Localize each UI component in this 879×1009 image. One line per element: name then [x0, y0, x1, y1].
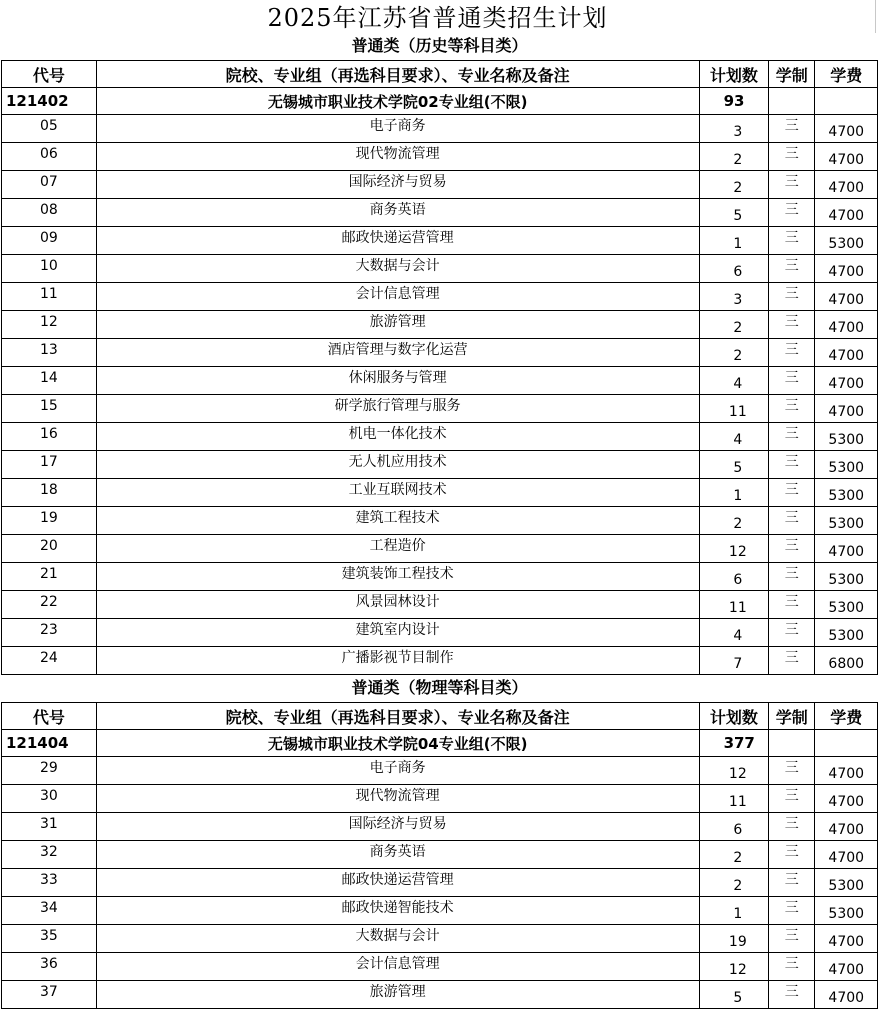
group-fee	[815, 88, 878, 115]
major-fee: 5300	[815, 563, 878, 591]
major-fee: 5300	[815, 423, 878, 451]
major-name: 邮政快递运营管理	[96, 227, 699, 255]
major-fee: 4700	[815, 255, 878, 283]
major-count: 2	[699, 869, 769, 897]
plan-section	[0, 33, 879, 675]
group-row	[2, 88, 878, 115]
sections-container	[0, 33, 879, 1009]
table-header-row	[2, 61, 878, 88]
major-fee: 4700	[815, 535, 878, 563]
major-years: 三	[769, 535, 815, 563]
major-years: 三	[769, 897, 815, 925]
major-years: 三	[769, 647, 815, 675]
major-code: 16	[2, 423, 97, 451]
major-count: 1	[699, 897, 769, 925]
table-row	[2, 647, 878, 675]
major-name: 建筑装饰工程技术	[96, 563, 699, 591]
major-name: 电子商务	[96, 115, 699, 143]
major-fee: 5300	[815, 619, 878, 647]
header-name: 院校、专业组（再选科目要求）、专业名称及备注	[96, 703, 699, 730]
table-row	[2, 925, 878, 953]
table-row	[2, 255, 878, 283]
major-years: 三	[769, 283, 815, 311]
major-name: 酒店管理与数字化运营	[96, 339, 699, 367]
major-years: 三	[769, 785, 815, 813]
major-count: 11	[699, 785, 769, 813]
major-name: 国际经济与贸易	[96, 813, 699, 841]
major-fee: 4700	[815, 981, 878, 1009]
major-count: 2	[699, 507, 769, 535]
table-row	[2, 535, 878, 563]
major-years: 三	[769, 227, 815, 255]
major-name: 工业互联网技术	[96, 479, 699, 507]
major-name: 研学旅行管理与服务	[96, 395, 699, 423]
major-fee: 4700	[815, 199, 878, 227]
major-fee: 4700	[815, 311, 878, 339]
table-row	[2, 897, 878, 925]
major-fee: 5300	[815, 227, 878, 255]
major-code: 35	[2, 925, 97, 953]
major-years: 三	[769, 143, 815, 171]
major-count: 11	[699, 395, 769, 423]
major-count: 2	[699, 311, 769, 339]
header-fee: 学费	[815, 703, 878, 730]
table-row	[2, 115, 878, 143]
major-years: 三	[769, 423, 815, 451]
group-row	[2, 730, 878, 757]
major-name: 现代物流管理	[96, 785, 699, 813]
plan-table	[1, 702, 878, 1009]
table-row	[2, 451, 878, 479]
major-code: 08	[2, 199, 97, 227]
table-row	[2, 619, 878, 647]
major-name: 休闲服务与管理	[96, 367, 699, 395]
major-code: 17	[2, 451, 97, 479]
plan-section	[0, 675, 879, 1009]
major-fee: 4700	[815, 925, 878, 953]
group-count: 377	[699, 730, 769, 757]
major-code: 21	[2, 563, 97, 591]
major-count: 3	[699, 283, 769, 311]
major-count: 12	[699, 535, 769, 563]
table-row	[2, 367, 878, 395]
major-years: 三	[769, 563, 815, 591]
table-row	[2, 953, 878, 981]
major-count: 5	[699, 451, 769, 479]
major-fee: 4700	[815, 171, 878, 199]
major-fee: 4700	[815, 115, 878, 143]
major-count: 4	[699, 423, 769, 451]
major-code: 13	[2, 339, 97, 367]
major-name: 工程造价	[96, 535, 699, 563]
table-header-row	[2, 703, 878, 730]
header-name: 院校、专业组（再选科目要求）、专业名称及备注	[96, 61, 699, 88]
major-code: 37	[2, 981, 97, 1009]
major-code: 29	[2, 757, 97, 785]
plan-table	[1, 60, 878, 675]
major-name: 广播影视节目制作	[96, 647, 699, 675]
major-code: 24	[2, 647, 97, 675]
major-count: 4	[699, 619, 769, 647]
group-name: 无锡城市职业技术学院02专业组(不限)	[96, 88, 699, 115]
major-fee: 5300	[815, 591, 878, 619]
group-years	[769, 730, 815, 757]
major-fee: 4700	[815, 841, 878, 869]
major-code: 34	[2, 897, 97, 925]
major-count: 12	[699, 953, 769, 981]
major-name: 商务英语	[96, 199, 699, 227]
major-count: 1	[699, 227, 769, 255]
table-row	[2, 199, 878, 227]
major-count: 3	[699, 115, 769, 143]
major-name: 现代物流管理	[96, 143, 699, 171]
major-count: 2	[699, 143, 769, 171]
major-code: 19	[2, 507, 97, 535]
major-name: 风景园林设计	[96, 591, 699, 619]
major-years: 三	[769, 199, 815, 227]
header-count: 计划数	[699, 703, 769, 730]
table-row	[2, 339, 878, 367]
header-code: 代号	[2, 61, 97, 88]
major-code: 31	[2, 813, 97, 841]
major-code: 05	[2, 115, 97, 143]
header-fee: 学费	[815, 61, 878, 88]
major-name: 无人机应用技术	[96, 451, 699, 479]
major-years: 三	[769, 311, 815, 339]
major-years: 三	[769, 953, 815, 981]
major-code: 33	[2, 869, 97, 897]
major-count: 12	[699, 757, 769, 785]
major-count: 6	[699, 255, 769, 283]
table-row	[2, 311, 878, 339]
major-years: 三	[769, 869, 815, 897]
table-row	[2, 171, 878, 199]
major-name: 建筑室内设计	[96, 619, 699, 647]
major-years: 三	[769, 813, 815, 841]
table-row	[2, 143, 878, 171]
major-fee: 4700	[815, 395, 878, 423]
table-row	[2, 785, 878, 813]
table-row	[2, 869, 878, 897]
major-years: 三	[769, 981, 815, 1009]
table-row	[2, 563, 878, 591]
major-name: 电子商务	[96, 757, 699, 785]
table-row	[2, 757, 878, 785]
major-code: 10	[2, 255, 97, 283]
major-count: 2	[699, 841, 769, 869]
major-fee: 5300	[815, 507, 878, 535]
table-row	[2, 283, 878, 311]
major-count: 6	[699, 563, 769, 591]
major-code: 32	[2, 841, 97, 869]
major-count: 6	[699, 813, 769, 841]
major-name: 大数据与会计	[96, 925, 699, 953]
major-count: 7	[699, 647, 769, 675]
major-code: 20	[2, 535, 97, 563]
major-name: 国际经济与贸易	[96, 171, 699, 199]
major-code: 14	[2, 367, 97, 395]
table-row	[2, 591, 878, 619]
major-count: 1	[699, 479, 769, 507]
table-row	[2, 813, 878, 841]
section-title: 普通类（历史等科目类）	[351, 36, 528, 55]
major-code: 12	[2, 311, 97, 339]
major-code: 07	[2, 171, 97, 199]
major-name: 会计信息管理	[96, 953, 699, 981]
major-fee: 5300	[815, 897, 878, 925]
major-years: 三	[769, 339, 815, 367]
major-years: 三	[769, 451, 815, 479]
major-fee: 4700	[815, 813, 878, 841]
major-years: 三	[769, 591, 815, 619]
major-code: 22	[2, 591, 97, 619]
major-years: 三	[769, 619, 815, 647]
table-row	[2, 479, 878, 507]
table-row	[2, 227, 878, 255]
major-code: 30	[2, 785, 97, 813]
major-fee: 4700	[815, 785, 878, 813]
major-name: 机电一体化技术	[96, 423, 699, 451]
major-code: 09	[2, 227, 97, 255]
major-fee: 4700	[815, 143, 878, 171]
group-fee	[815, 730, 878, 757]
major-name: 建筑工程技术	[96, 507, 699, 535]
table-row	[2, 841, 878, 869]
header-years: 学制	[769, 703, 815, 730]
major-name: 商务英语	[96, 841, 699, 869]
major-fee: 4700	[815, 757, 878, 785]
major-count: 2	[699, 339, 769, 367]
major-code: 15	[2, 395, 97, 423]
major-code: 11	[2, 283, 97, 311]
major-count: 19	[699, 925, 769, 953]
group-name: 无锡城市职业技术学院04专业组(不限)	[96, 730, 699, 757]
major-name: 邮政快递运营管理	[96, 869, 699, 897]
header-years: 学制	[769, 61, 815, 88]
major-code: 36	[2, 953, 97, 981]
major-years: 三	[769, 115, 815, 143]
major-fee: 4700	[815, 283, 878, 311]
major-name: 邮政快递智能技术	[96, 897, 699, 925]
major-count: 11	[699, 591, 769, 619]
major-years: 三	[769, 925, 815, 953]
major-name: 会计信息管理	[96, 283, 699, 311]
major-fee: 4700	[815, 339, 878, 367]
major-count: 5	[699, 981, 769, 1009]
group-years	[769, 88, 815, 115]
major-code: 23	[2, 619, 97, 647]
major-years: 三	[769, 757, 815, 785]
major-name: 旅游管理	[96, 311, 699, 339]
major-years: 三	[769, 395, 815, 423]
header-code: 代号	[2, 703, 97, 730]
header-count: 计划数	[699, 61, 769, 88]
major-name: 大数据与会计	[96, 255, 699, 283]
group-count: 93	[699, 88, 769, 115]
major-fee: 5300	[815, 869, 878, 897]
major-count: 2	[699, 171, 769, 199]
major-years: 三	[769, 367, 815, 395]
page-title: 2025年江苏省普通类招生计划	[0, 0, 876, 33]
group-code: 121404	[2, 730, 97, 757]
major-count: 5	[699, 199, 769, 227]
major-fee: 6800	[815, 647, 878, 675]
major-code: 18	[2, 479, 97, 507]
table-row	[2, 981, 878, 1009]
major-name: 旅游管理	[96, 981, 699, 1009]
major-code: 06	[2, 143, 97, 171]
major-fee: 4700	[815, 953, 878, 981]
major-fee: 5300	[815, 479, 878, 507]
table-row	[2, 395, 878, 423]
major-count: 4	[699, 367, 769, 395]
major-years: 三	[769, 841, 815, 869]
major-years: 三	[769, 507, 815, 535]
major-years: 三	[769, 171, 815, 199]
table-row	[2, 423, 878, 451]
section-title: 普通类（物理等科目类）	[351, 678, 528, 697]
major-fee: 5300	[815, 451, 878, 479]
major-years: 三	[769, 479, 815, 507]
major-fee: 4700	[815, 367, 878, 395]
major-years: 三	[769, 255, 815, 283]
table-row	[2, 507, 878, 535]
group-code: 121402	[2, 88, 97, 115]
